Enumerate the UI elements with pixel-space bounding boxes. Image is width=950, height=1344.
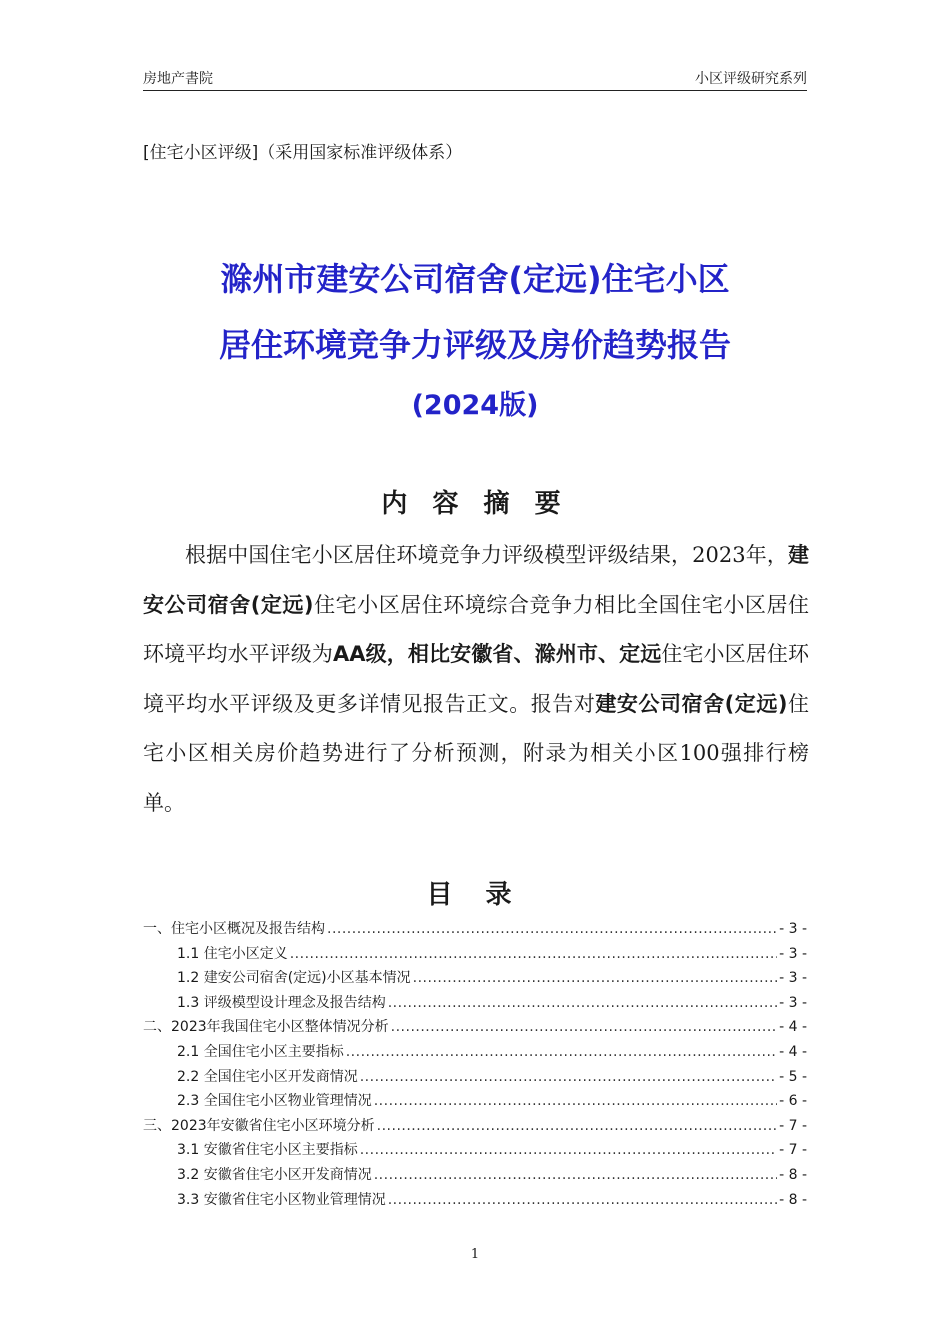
toc-entry[interactable]: [143, 992, 807, 1017]
abstract-bold: 建安公司宿舍(定远): [143, 543, 809, 617]
toc-entry-page: - 3 -: [779, 970, 807, 987]
page-number: 1: [470, 1247, 480, 1262]
abstract-bold: 安徽省、滁州市、定远: [450, 642, 662, 666]
toc-leader-dots: [346, 1044, 777, 1060]
toc-entry-title: 3.2 安徽省住宅小区开发商情况: [177, 1166, 372, 1183]
toc-leader-dots: [388, 995, 777, 1011]
toc-entry-title: 1.3 评级模型设计理念及报告结构: [177, 994, 386, 1011]
abstract-bold: AA级: [333, 642, 387, 666]
toc-entry-page: - 3 -: [779, 945, 807, 962]
toc-entry[interactable]: [143, 918, 807, 943]
toc-entry-page: - 3 -: [779, 921, 807, 937]
toc-entry-title: 3.3 安徽省住宅小区物业管理情况: [177, 1191, 386, 1208]
header-left: 房地产書院: [143, 71, 213, 87]
toc-leader-dots: [290, 946, 777, 962]
abstract-text: 住宅小区相关房价趋势进行了分析预测，附录为相关小区100强排行榜单。: [143, 691, 810, 815]
toc-entry-title: 1.1 住宅小区定义: [177, 945, 288, 962]
toc-entry[interactable]: [143, 1115, 807, 1140]
toc-entry-title: 2.2 全国住宅小区开发商情况: [177, 1068, 358, 1085]
title-line-2: 居住环境竞争力评级及房价趋势报告: [218, 326, 731, 364]
toc-entry[interactable]: [143, 1164, 807, 1189]
toc-entry[interactable]: [143, 943, 807, 968]
toc-leader-dots: [360, 1142, 777, 1158]
abstract-body: [143, 531, 809, 828]
toc-leader-dots: [391, 1019, 777, 1035]
abstract-paragraph: [143, 531, 809, 828]
toc-leader-dots: [374, 1167, 777, 1183]
toc-entry-title: 一、住宅小区概况及报告结构: [143, 921, 325, 937]
toc-entry[interactable]: [143, 1016, 807, 1041]
toc-entry-title: 2.3 全国住宅小区物业管理情况: [177, 1093, 372, 1110]
toc-leader-dots: [388, 1192, 777, 1208]
toc-leader-dots: [374, 1093, 777, 1109]
toc-entry-page: - 8 -: [779, 1191, 807, 1208]
toc-entry-page: - 7 -: [779, 1117, 807, 1134]
toc-entry-page: - 4 -: [779, 1043, 807, 1060]
toc-entry-title: 二、2023年我国住宅小区整体情况分析: [143, 1019, 389, 1036]
toc-entry-title: 3.1 安徽省住宅小区主要指标: [177, 1142, 358, 1159]
toc-entry-page: - 5 -: [779, 1068, 807, 1085]
title-edition: (2024版): [411, 390, 539, 421]
abstract-bold: ，相比: [386, 642, 451, 666]
abstract-heading: 内 容 摘 要: [381, 489, 569, 519]
header-right: 小区评级研究系列: [695, 71, 807, 87]
toc-entry-title: 2.1 全国住宅小区主要指标: [177, 1043, 344, 1060]
toc-leader-dots: [413, 970, 777, 986]
toc-entry[interactable]: [143, 1041, 807, 1066]
toc-entry-page: - 3 -: [779, 994, 807, 1011]
abstract-bold: 建安公司宿舍(定远): [595, 691, 788, 716]
table-of-contents: [143, 918, 807, 1213]
toc-entry[interactable]: [143, 967, 807, 992]
toc-entry[interactable]: [143, 1139, 807, 1164]
toc-heading: 目 录: [426, 880, 524, 910]
toc-leader-dots: [360, 1069, 777, 1085]
toc-leader-dots: [377, 1118, 777, 1134]
toc-entry-page: - 8 -: [779, 1166, 807, 1183]
toc-entry-title: 三、2023年安徽省住宅小区环境分析: [143, 1117, 375, 1134]
category-tag: [住宅小区评级]（采用国家标准评级体系）: [143, 143, 463, 163]
toc-entry[interactable]: [143, 1189, 807, 1214]
abstract-text: 住宅小区居住环境综合竞争力相比全国住宅小区居住环境平均水平评级为: [143, 592, 809, 666]
toc-entry[interactable]: [143, 1090, 807, 1115]
page-header: [143, 66, 807, 91]
toc-entry-page: - 7 -: [779, 1142, 807, 1159]
abstract-text: 住宅小区居住环境平均水平评级及更多详情见报告正文。报告对: [143, 642, 810, 716]
toc-leader-dots: [327, 921, 777, 937]
abstract-text: 根据中国住宅小区居住环境竞争力评级模型评级结果，2023年，: [185, 543, 788, 567]
title-line-1: 滁州市建安公司宿舍(定远)住宅小区: [220, 260, 730, 298]
toc-entry-page: - 6 -: [779, 1093, 807, 1110]
toc-entry[interactable]: [143, 1066, 807, 1091]
toc-entry-page: - 4 -: [779, 1019, 807, 1036]
toc-entry-title: 1.2 建安公司宿舍(定远)小区基本情况: [177, 970, 411, 987]
